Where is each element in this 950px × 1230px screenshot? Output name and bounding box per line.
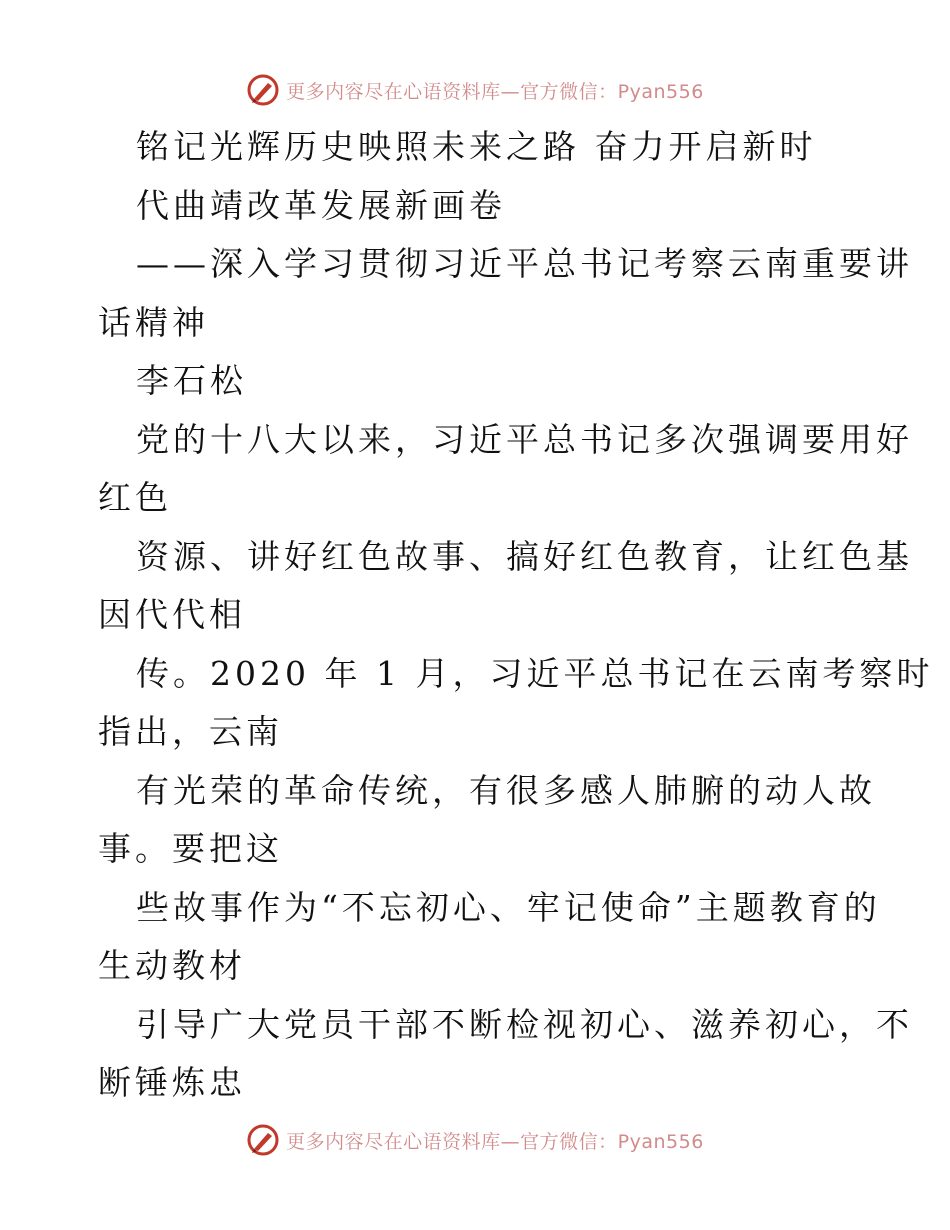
paragraph-line: ——深入学习贯彻习近平总书记考察云南重要讲 [136,244,913,283]
paragraph-line: 断锤炼忠 [98,1063,246,1102]
paragraph-line: 党的十八大以来，习近平总书记多次强调要用好 [136,419,913,459]
pen-logo-icon [246,73,280,107]
paragraph-line: 生动教材 [98,946,246,985]
paragraph-line: 引导广大党员干部不断检视初心、滋养初心，不 [136,1004,913,1044]
paragraph-line: 有光荣的革命传统，有很多感人肺腑的动人故 [136,770,876,810]
paragraph-line: 李石松 [136,361,247,400]
paragraph-line: 红色 [98,478,172,517]
header-banner [0,70,950,110]
pen-logo-icon [246,1123,280,1157]
paragraph-line: 因代代相 [98,595,246,634]
paragraph-line: 事。要把这 [98,829,283,868]
paragraph-line: 铭记光辉历史映照未来之路 奋力开启新时 [136,127,817,166]
paragraph-line: 资源、讲好红色故事、搞好红色教育，让红色基 [136,536,913,576]
document-body [98,118,934,1113]
paragraph-line: 传。2020 年 1 月，习近平总书记在云南考察时 [136,653,934,693]
paragraph-line: 代曲靖改革发展新画卷 [136,185,506,225]
footer-banner [0,1120,950,1160]
paragraph-line: 些故事作为“不忘初心、牢记使命”主题教育的 [136,887,881,927]
header-banner-text: 更多内容尽在心语资料库—官方微信：Pyan556 [286,80,704,103]
paragraph-line: 指出，云南 [98,712,283,751]
paragraph-line: 话精神 [98,302,209,342]
footer-banner-text: 更多内容尽在心语资料库—官方微信：Pyan556 [286,1130,704,1153]
